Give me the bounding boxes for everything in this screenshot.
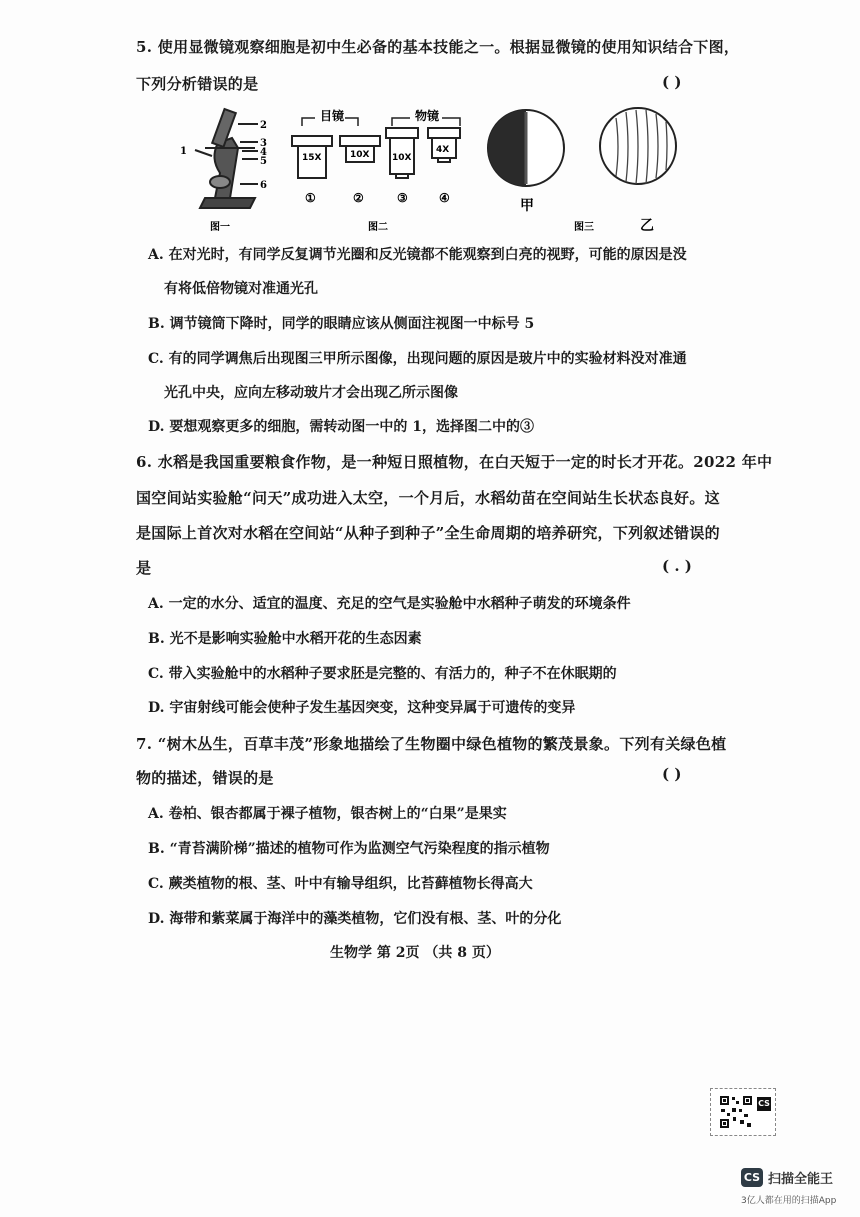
q7-answer-blank: ( )	[662, 765, 682, 783]
brand-badge: CS	[741, 1168, 763, 1187]
q5-option-a-line1: A. 在对光时，有同学反复调节光圈和反光镜都不能观察到白亮的视野，可能的原因是没	[148, 247, 687, 263]
lens-3-label: 10X	[392, 153, 412, 163]
qr-stamp	[710, 1088, 776, 1136]
q7-stem-line2: 物的描述，错误的是	[136, 769, 274, 787]
lens-2-label: 10X	[350, 150, 370, 160]
q5-answer-blank: ( )	[662, 73, 682, 91]
q6-option-a: A. 一定的水分、适宜的温度、充足的空气是实验舱中水稻种子萌发的环境条件	[148, 596, 631, 612]
lens-1-label: 15X	[302, 153, 322, 163]
fig3-label-jia: 甲	[520, 198, 534, 214]
q5-stem-line2: 下列分析错误的是	[136, 75, 259, 93]
lens-num-2: ②	[353, 191, 364, 205]
fig1-caption: 图一	[210, 222, 230, 233]
q7-option-c: C. 蕨类植物的根、茎、叶中有输导组织，比苔藓植物长得高大	[148, 876, 533, 892]
fig1-num-1: 1	[180, 146, 187, 157]
q6-answer-blank: ( . )	[662, 557, 692, 575]
brand-tagline: 3亿人都在用的扫描App	[741, 1196, 837, 1206]
fig1-num-6: 6	[260, 180, 267, 191]
q5-stem-line1: 5. 使用显微镜观察细胞是初中生必备的基本技能之一。根据显微镜的使用知识结合下图，	[136, 38, 740, 56]
fig1-num-4: 4	[260, 147, 267, 158]
q5-option-c-line1: C. 有的同学调焦后出现图三甲所示图像，出现问题的原因是玻片中的实验材料没对准通	[148, 351, 687, 367]
q5-option-b: B. 调节镜筒下降时，同学的眼睛应该从侧面注视图一中标号 5	[148, 316, 535, 332]
qr-code-icon	[719, 1095, 753, 1129]
view-jia	[488, 110, 564, 186]
q7-option-a: A. 卷柏、银杏都属于裸子植物，银杏树上的“白果”是果实	[148, 806, 507, 822]
q7-stem-line1: 7. “树木丛生，百草丰茂”形象地描绘了生物圈中绿色植物的繁茂景象。下列有关绿色植	[136, 735, 727, 753]
fig1-num-5: 5	[260, 156, 267, 167]
lens-num-4: ④	[439, 191, 450, 205]
page-footer: 生物学 第 2页 （共 8 页）	[330, 945, 500, 961]
q6-stem-line3: 是国际上首次对水稻在空间站“从种子到种子”全生命周期的培养研究，下列叙述错误的	[136, 524, 720, 542]
q6-stem-line1: 6. 水稻是我国重要粮食作物，是一种短日照植物，在白天短于一定的时长才开花。2022 年中	[136, 453, 773, 471]
q5-option-a-line2: 有将低倍物镜对准通光孔	[164, 281, 318, 297]
microscope-diagram	[195, 109, 258, 208]
q5-figures	[160, 98, 720, 238]
q6-option-c: C. 带入实验舱中的水稻种子要求胚是完整的、有活力的，种子不在休眠期的	[148, 666, 617, 682]
view-yi	[600, 108, 676, 184]
fig3-label-yi: 乙	[640, 218, 654, 234]
q7-option-b: B. “青苔满阶梯”描述的植物可作为监测空气污染程度的指示植物	[148, 841, 550, 857]
q7-option-d: D. 海带和紫菜属于海洋中的藻类植物，它们没有根、茎、叶的分化	[148, 911, 562, 927]
q6-stem-line2: 国空间站实验舱“问天”成功进入太空，一个月后，水稻幼苗在空间站生长状态良好。这	[136, 489, 720, 507]
qr-badge: CS	[757, 1097, 771, 1111]
q5-option-c-line2: 光孔中央，应向左移动玻片才会出现乙所示图像	[164, 385, 458, 401]
q5-option-d: D. 要想观察更多的细胞，需转动图一中的 1，选择图二中的③	[148, 419, 535, 435]
fig2-caption: 图二	[368, 222, 388, 233]
q6-option-d: D. 宇宙射线可能会使种子发生基因突变，这种变异属于可遗传的变异	[148, 700, 576, 716]
brand-name: 扫描全能王	[768, 1172, 834, 1187]
fig3-caption: 图三	[574, 222, 594, 233]
lens-4-label: 4X	[436, 145, 450, 155]
fig1-num-2: 2	[260, 120, 267, 131]
fig1-num-3: 3	[260, 138, 267, 149]
objective-header: 物镜	[415, 109, 440, 123]
q6-option-b: B. 光不是影响实验舱中水稻开花的生态因素	[148, 631, 422, 647]
lens-num-1: ①	[305, 191, 316, 205]
lens-num-3: ③	[397, 191, 408, 205]
eyepiece-header: 目镜	[320, 109, 345, 123]
q6-stem-line4: 是	[136, 559, 152, 577]
